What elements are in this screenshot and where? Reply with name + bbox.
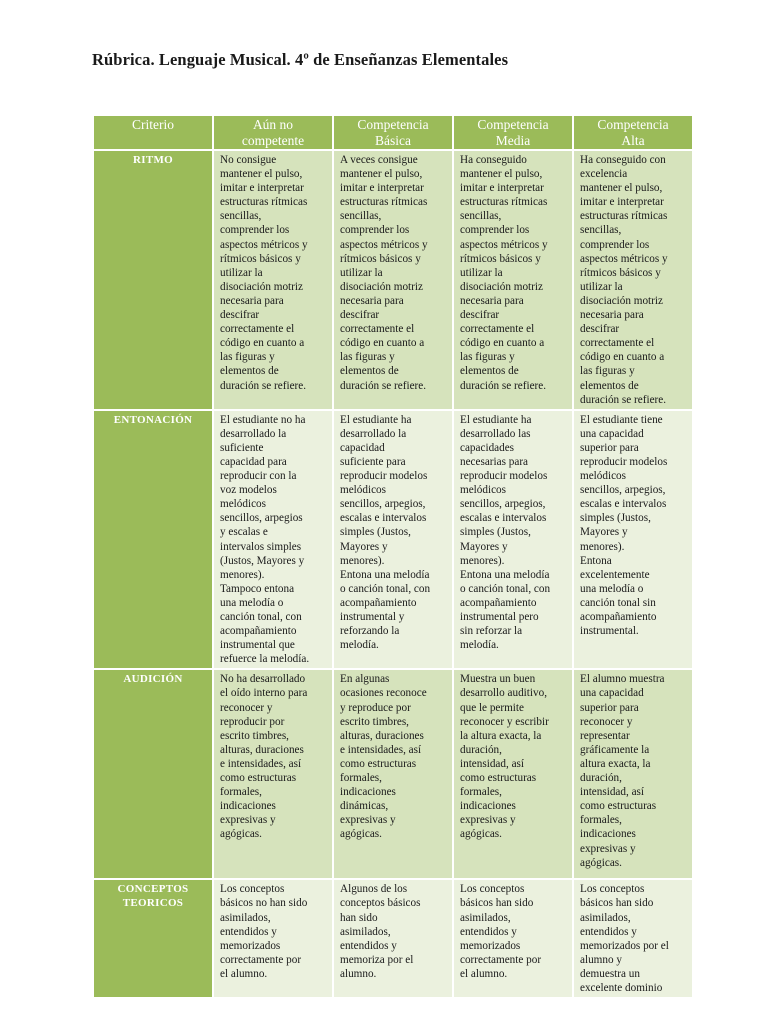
table-cell: El estudiante ha desarrollado las capacidades necesarias para reproducir modelos melódicos sencillos, arpegios, escalas e intervalos simples (Justos, Mayores y menores). Entona una melodía o canción tonal, con acompañamiento instrumental pero sin reforzar la melodía. [454,411,572,669]
table-cell: Ha conseguido mantener el pulso, imitar e interpretar estructuras rítmicas sencillas, comprender los aspectos métricos y rítmicos básicos y utilizar la disociación motriz necesaria para descifrar correctamente el código en cuanto a las figuras y elementos de duración se refiere. [454,151,572,409]
header-competencia-media: Competencia Media [454,116,572,149]
table-cell: A veces consigue mantener el pulso, imitar e interpretar estructuras rítmicas sencillas, comprender los aspectos métricos y rítmicos básicos y utilizar la disociación motriz necesaria para descifrar correctamente el código en cuanto a las figuras y elementos de duración se refiere. [334,151,452,409]
criterion-label: AUDICIÓN [94,670,212,878]
header-criterio: Criterio [94,116,212,149]
table-cell: No consigue mantener el pulso, imitar e interpretar estructuras rítmicas sencillas, comprender los aspectos métricos y rítmicos básicos y utilizar la disociación motriz necesaria para descifrar correctamente el código en cuanto a las figuras y elementos de duración se refiere. [214,151,332,409]
table-cell: El estudiante no ha desarrollado la suficiente capacidad para reproducir con la voz modelos melódicos sencillos, arpegios y escalas e intervalos simples (Justos, Mayores y menores). Tampoco entona una melodía o canción tonal, con acompañamiento instrumental que refuerce la melodía. [214,411,332,669]
header-aun-no-competente: Aún no competente [214,116,332,149]
criterion-label: ENTONACIÓN [94,411,212,669]
header-row [94,116,692,149]
header-competencia-basica: Competencia Básica [334,116,452,149]
table-row-ritmo [94,151,692,409]
document-title: Rúbrica. Lenguaje Musical. 4º de Enseñanzas Elementales [92,50,509,69]
table-cell: El estudiante ha desarrollado la capacidad suficiente para reproducir modelos melódicos sencillos, arpegios, escalas e intervalos simples (Justos, Mayores y menores). Entona una melodía o canción tonal, con acompañamiento instrumental y reforzando la melodía. [334,411,452,669]
criterion-label: CONCEPTOS TEORICOS [94,880,212,997]
header-competencia-alta: Competencia Alta [574,116,692,149]
table-cell: No ha desarrollado el oído interno para reconocer y reproducir por escrito timbres, alturas, duraciones e intensidades, así como estructuras formales, indicaciones expresivas y agógicas. [214,670,332,878]
table-cell: En algunas ocasiones reconoce y reproduce por escrito timbres, alturas, duraciones e intensidades, así como estructuras formales, indicaciones dinámicas, expresivas y agógicas. [334,670,452,878]
table-row-conceptos-teoricos [94,880,692,997]
table-row-audicion [94,670,692,878]
table-cell: El alumno muestra una capacidad superior para reconocer y representar gráficamente la altura exacta, la duración, intensidad, así como estructuras formales, indicaciones expresivas y agógicas. [574,670,692,878]
rubric-table [92,114,694,999]
criterion-label: RITMO [94,151,212,409]
table-cell: Los conceptos básicos han sido asimilados, entendidos y memorizados correctamente por el alumno. [454,880,572,997]
table-cell: Ha conseguido con excelencia mantener el pulso, imitar e interpretar estructuras rítmicas sencillas, comprender los aspectos métricos y rítmicos básicos y utilizar la disociación motriz necesaria para descifrar correctamente el código en cuanto a las figuras y elementos de duración se refiere. [574,151,692,409]
table-cell: El estudiante tiene una capacidad superior para reproducir modelos melódicos sencillos, arpegios, escalas e intervalos simples (Justos, Mayores y menores). Entona excelentemente una melodía o canción tonal sin acompañamiento instrumental. [574,411,692,669]
table-cell: Algunos de los conceptos básicos han sido asimilados, entendidos y memoriza por el alumno. [334,880,452,997]
table-cell: Los conceptos básicos no han sido asimilados, entendidos y memorizados correctamente por el alumno. [214,880,332,997]
table-cell: Los conceptos básicos han sido asimilados, entendidos y memorizados por el alumno y demuestra un excelente dominio [574,880,692,997]
table-row-entonacion [94,411,692,669]
table-cell: Muestra un buen desarrollo auditivo, que le permite reconocer y escribir la altura exacta, la duración, intensidad, así como estructuras formales, indicaciones expresivas y agógicas. [454,670,572,878]
